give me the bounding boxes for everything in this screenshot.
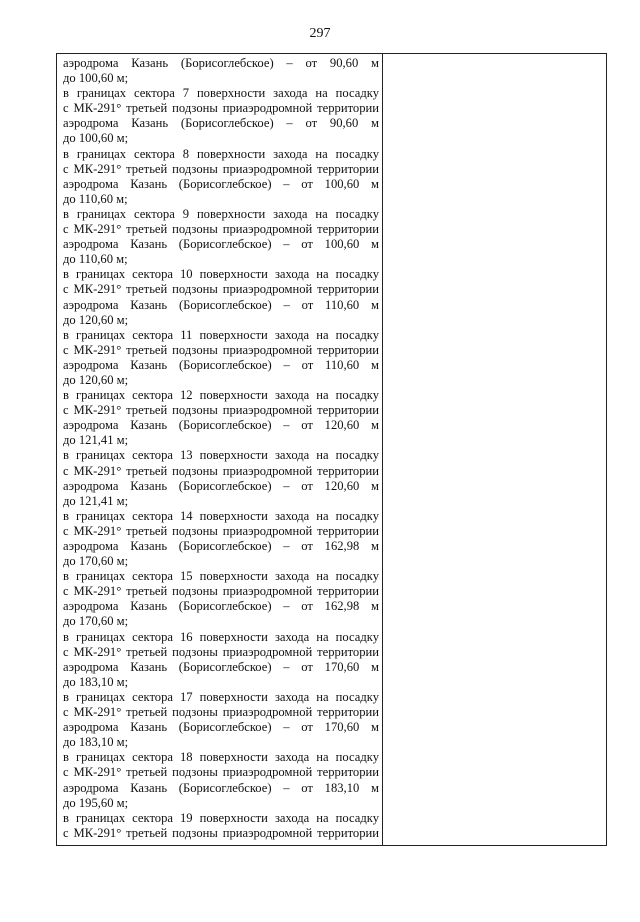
text-line: до 170,60 м; bbox=[63, 614, 129, 629]
text-line: в границах сектора 13 поверхности захода на посадку bbox=[63, 448, 379, 463]
text-line: с МК-291° третьей подзоны приаэродромной территории bbox=[63, 644, 379, 659]
text-line: с МК-291° третьей подзоны приаэродромной территории bbox=[63, 282, 379, 297]
text-line: в границах сектора 19 поверхности захода на посадку bbox=[63, 810, 379, 825]
text-line: в границах сектора 17 поверхности захода на посадку bbox=[63, 689, 379, 704]
text-line: аэродрома Казань (Борисоглебское) – от 90,60 м bbox=[63, 116, 379, 131]
text-line: с МК-291° третьей подзоны приаэродромной территории bbox=[63, 101, 379, 116]
right-column-text bbox=[383, 54, 606, 56]
text-line: с МК-291° третьей подзоны приаэродромной территории bbox=[63, 825, 379, 840]
text-line: с МК-291° третьей подзоны приаэродромной территории bbox=[63, 523, 379, 538]
text-line: с МК-291° третьей подзоны приаэродромной территории bbox=[63, 403, 379, 418]
text-line: в границах сектора 8 поверхности захода на посадку bbox=[63, 146, 379, 161]
text-line: в границах сектора 15 поверхности захода на посадку bbox=[63, 569, 379, 584]
text-line: до 100,60 м; bbox=[63, 131, 129, 146]
text-line: аэродрома Казань (Борисоглебское) – от 100,60 м bbox=[63, 237, 379, 252]
text-line: аэродрома Казань (Борисоглебское) – от 162,98 м bbox=[63, 539, 379, 553]
text-line: до 100,60 м; bbox=[63, 71, 129, 86]
text-line: аэродрома Казань (Борисоглебское) – от 100,60 м bbox=[63, 176, 379, 191]
table-cell-right bbox=[383, 54, 607, 846]
text-line: с МК-291° третьей подзоны приаэродромной территории bbox=[63, 463, 379, 478]
text-line: до 121,41 м; bbox=[63, 433, 129, 448]
text-line: до 110,60 м; bbox=[63, 252, 128, 267]
text-line: в границах сектора 16 поверхности захода на посадку bbox=[63, 629, 379, 644]
text-line: до 183,10 м; bbox=[63, 674, 129, 689]
table-cell-left bbox=[57, 54, 383, 846]
text-line: аэродрома Казань (Борисоглебское) – от 120,60 м bbox=[63, 418, 379, 433]
text-line: аэродрома Казань (Борисоглебское) – от 110,60 м bbox=[63, 297, 379, 312]
text-line: с МК-291° третьей подзоны приаэродромной территории bbox=[63, 161, 379, 176]
text-line: аэродрома Казань (Борисоглебское) – от 183,10 м bbox=[63, 780, 379, 795]
text-line: в границах сектора 11 поверхности захода на посадку bbox=[63, 327, 379, 342]
text-line: до 120,60 м; bbox=[63, 312, 129, 327]
text-line: до 195,60 м; bbox=[63, 795, 129, 810]
document-table bbox=[56, 53, 607, 846]
text-line: аэродрома Казань (Борисоглебское) – от 90,60 м bbox=[63, 56, 379, 70]
text-line: в границах сектора 14 поверхности захода на посадку bbox=[63, 508, 379, 523]
text-line: в границах сектора 12 поверхности захода на посадку bbox=[63, 388, 379, 403]
text-line: до 110,60 м; bbox=[63, 191, 128, 206]
text-line: аэродрома Казань (Борисоглебское) – от 162,98 м bbox=[63, 599, 379, 614]
text-line: с МК-291° третьей подзоны приаэродромной территории bbox=[63, 765, 379, 780]
page-number: 297 bbox=[309, 26, 331, 41]
left-column-text bbox=[57, 54, 382, 841]
text-line: с МК-291° третьей подзоны приаэродромной территории bbox=[63, 584, 379, 599]
text-line: до 183,10 м; bbox=[63, 735, 129, 750]
text-line: в границах сектора 10 поверхности захода на посадку bbox=[63, 267, 379, 282]
text-line: аэродрома Казань (Борисоглебское) – от 170,60 м bbox=[63, 659, 379, 674]
text-line: с МК-291° третьей подзоны приаэродромной территории bbox=[63, 342, 379, 357]
text-line: в границах сектора 7 поверхности захода на посадку bbox=[63, 86, 379, 101]
text-line: в границах сектора 18 поверхности захода на посадку bbox=[63, 750, 379, 765]
text-line: аэродрома Казань (Борисоглебское) – от 120,60 м bbox=[63, 478, 379, 493]
text-line: до 170,60 м; bbox=[63, 554, 129, 569]
table-row bbox=[57, 54, 607, 846]
text-line: с МК-291° третьей подзоны приаэродромной территории bbox=[63, 222, 379, 237]
text-line: до 120,60 м; bbox=[63, 372, 129, 387]
text-line: до 121,41 м; bbox=[63, 493, 129, 508]
text-line: аэродрома Казань (Борисоглебское) – от 110,60 м bbox=[63, 357, 379, 372]
text-line: аэродрома Казань (Борисоглебское) – от 170,60 м bbox=[63, 720, 379, 735]
text-line: с МК-291° третьей подзоны приаэродромной территории bbox=[63, 705, 379, 720]
text-line: в границах сектора 9 поверхности захода на посадку bbox=[63, 206, 379, 221]
